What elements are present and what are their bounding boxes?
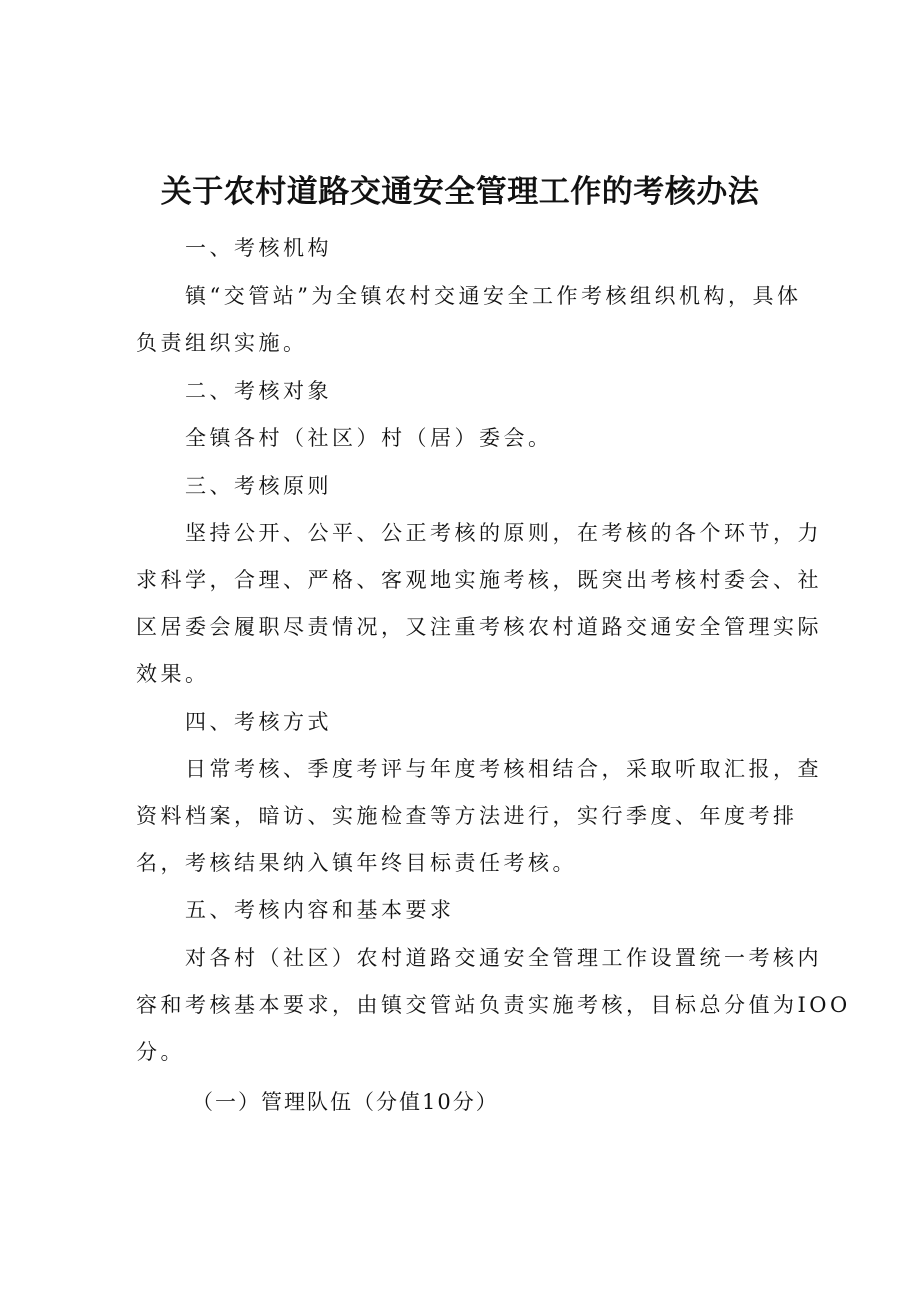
paragraph-line: 效果。 bbox=[136, 662, 210, 686]
subsection-heading-1: （一）管理队伍（分值10分） bbox=[192, 1090, 499, 1114]
paragraph-line: 日常考核、季度考评与年度考核相结合，采取听取汇报，查 bbox=[185, 757, 822, 781]
section-heading-3: 三、考核原则 bbox=[185, 474, 332, 498]
document-title: 关于农村道路交通安全管理工作的考核办法 bbox=[160, 174, 760, 210]
paragraph-line: 求科学，合理、严格、客观地实施考核，既突出考核村委会、社 bbox=[136, 568, 822, 592]
paragraph-line: 分。 bbox=[136, 1040, 185, 1064]
paragraph-line: 区居委会履职尽责情况，又注重考核农村道路交通安全管理实际 bbox=[136, 615, 822, 639]
paragraph-line: 资料档案，暗访、实施检查等方法进行，实行季度、年度考排 bbox=[136, 804, 798, 828]
paragraph-line: 容和考核基本要求，由镇交管站负责实施考核，目标总分值为IOO bbox=[136, 993, 851, 1017]
paragraph-line: 负责组织实施。 bbox=[136, 331, 308, 355]
paragraph-line: 镇“交管站”为全镇农村交通安全工作考核组织机构，具体 bbox=[185, 284, 802, 308]
paragraph-line: 名，考核结果纳入镇年终目标责任考核。 bbox=[136, 851, 577, 875]
section-heading-2: 二、考核对象 bbox=[185, 379, 332, 403]
paragraph-line: 对各村（社区）农村道路交通安全管理工作设置统一考核内 bbox=[185, 946, 822, 970]
paragraph-line: 坚持公开、公平、公正考核的原则，在考核的各个环节，力 bbox=[185, 521, 822, 545]
section-heading-5: 五、考核内容和基本要求 bbox=[185, 898, 455, 922]
section-heading-1: 一、考核机构 bbox=[185, 236, 332, 260]
paragraph-line: 全镇各村（社区）村（居）委会。 bbox=[185, 426, 553, 450]
section-heading-4: 四、考核方式 bbox=[185, 710, 332, 734]
